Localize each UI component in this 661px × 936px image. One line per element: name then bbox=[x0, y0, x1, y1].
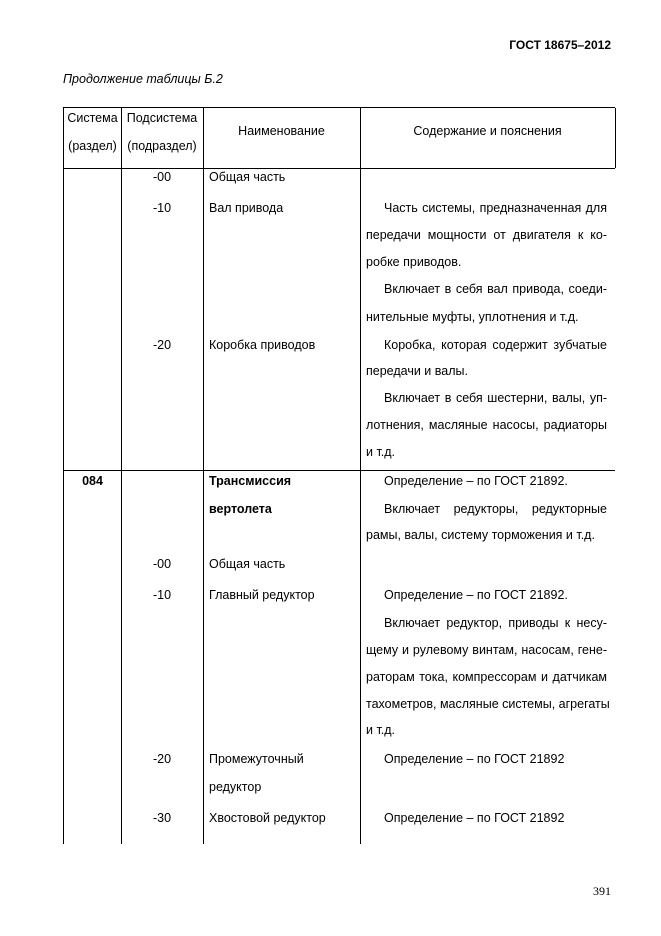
content-line: лотнения, масляные насосы, радиаторы bbox=[366, 418, 607, 432]
content-line: и т.д. bbox=[366, 445, 396, 459]
content-line: передачи мощности от двигателя к ко- bbox=[366, 228, 607, 242]
standard-code: ГОСТ 18675–2012 bbox=[509, 38, 611, 52]
content-line: Включает в себя шестерни, валы, уп- bbox=[384, 391, 607, 405]
item-name: Общая часть bbox=[209, 170, 286, 184]
header-bottom-border bbox=[64, 168, 615, 169]
content-line: раторам тока, компрессорам и датчикам bbox=[366, 670, 607, 684]
content-line: Коробка, которая содержит зубчатые bbox=[384, 338, 607, 352]
content-line: Определение – по ГОСТ 21892. bbox=[384, 588, 568, 602]
subsystem-code: -30 bbox=[152, 811, 172, 825]
classification-table bbox=[63, 107, 615, 844]
item-name: Хвостовой редуктор bbox=[209, 811, 326, 825]
subsystem-code: -20 bbox=[152, 338, 172, 352]
header-subsystem-sub: (подраздел) bbox=[127, 139, 197, 153]
content-line: Включает редукторы, редукторные bbox=[384, 502, 607, 516]
content-line: нительные муфты, уплотнения и т.д. bbox=[366, 310, 579, 324]
item-name: Главный редуктор bbox=[209, 588, 315, 602]
table-right-border bbox=[615, 108, 616, 168]
content-line: щему и рулевому винтам, насосам, гене- bbox=[366, 643, 607, 657]
content-line: Часть системы, предназначенная для bbox=[384, 201, 607, 215]
subsystem-code: -10 bbox=[152, 588, 172, 602]
subsystem-code: -10 bbox=[152, 201, 172, 215]
column-divider bbox=[203, 108, 204, 844]
subsystem-code: -20 bbox=[152, 752, 172, 766]
content-line: рамы, валы, систему торможения и т.д. bbox=[366, 528, 595, 542]
item-name: Промежуточный bbox=[209, 752, 304, 766]
header-subsystem: Подсистема bbox=[126, 111, 198, 125]
content-line: робке приводов. bbox=[366, 255, 462, 269]
content-line: Определение – по ГОСТ 21892 bbox=[384, 752, 565, 766]
item-name: Общая часть bbox=[209, 557, 286, 571]
header-name: Наименование bbox=[238, 124, 325, 138]
system-code: 084 bbox=[82, 474, 103, 488]
item-name: Трансмиссия bbox=[209, 474, 292, 488]
table-caption: Продолжение таблицы Б.2 bbox=[63, 72, 223, 86]
content-line: Включает в себя вал привода, соеди- bbox=[384, 282, 607, 296]
content-line: тахометров, масляные системы, агрегаты bbox=[366, 697, 610, 711]
item-name: Вал привода bbox=[209, 201, 284, 215]
item-name: вертолета bbox=[209, 502, 272, 516]
subsystem-code: -00 bbox=[152, 170, 172, 184]
header-system: Система bbox=[67, 111, 118, 125]
content-line: Включает редуктор, приводы к несу- bbox=[384, 616, 607, 630]
content-line: Определение – по ГОСТ 21892 bbox=[384, 811, 565, 825]
column-divider bbox=[121, 108, 122, 844]
subsystem-code: -00 bbox=[152, 557, 172, 571]
content-line: передачи и валы. bbox=[366, 364, 468, 378]
page-number: 391 bbox=[593, 884, 611, 898]
item-name: Коробка приводов bbox=[209, 338, 316, 352]
header-system-sub: (раздел) bbox=[68, 139, 117, 153]
content-line: и т.д. bbox=[366, 723, 396, 737]
header-content: Содержание и пояснения bbox=[413, 124, 562, 138]
item-name: редуктор bbox=[209, 780, 262, 794]
content-line: Определение – по ГОСТ 21892. bbox=[384, 474, 568, 488]
column-divider bbox=[360, 108, 361, 844]
section-divider bbox=[64, 470, 615, 471]
